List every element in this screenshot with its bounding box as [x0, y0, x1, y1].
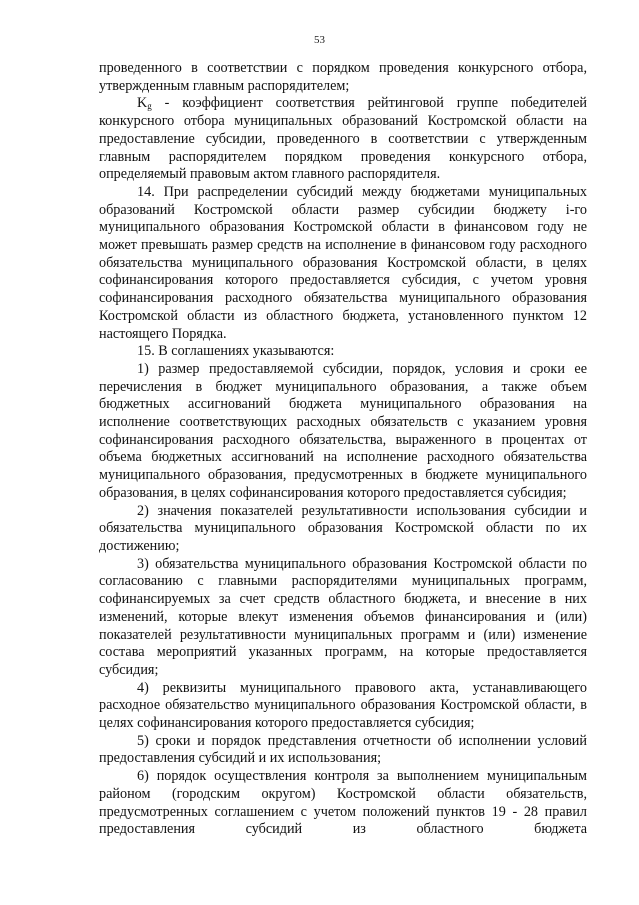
paragraph [99, 733, 587, 768]
paragraph [99, 95, 587, 184]
paragraph [99, 343, 587, 361]
paragraph [99, 768, 587, 839]
paragraph-text: 3) обязательства муниципального образования Костромской области по согласованию с главными распорядителями муниципальных программ, софинансируемых за счет средств областного бюджета, и внесение в них изменений, которые влекут изменения объемов финансирования и (или) показателей результативности муниципальных программ и (или) изменение состава мероприятий указанных программ, на которые предоставляется субсидия; [99, 555, 587, 678]
paragraph [99, 556, 587, 680]
paragraph-text: 4) реквизиты муниципального правового акта, устанавливающего расходное обязательство муниципального образования Костромской области, в целях софинансирования которого предоставляется субсидия; [99, 679, 587, 732]
paragraph-text: 15. В соглашениях указываются: [137, 343, 335, 360]
paragraph-text: 2) значения показателей результативности использования субсидии и обязательства муниципального образования Костромской области по их достижению; [99, 502, 587, 554]
paragraph [99, 361, 587, 503]
paragraph-text: 14. При распределении субсидий между бюджетами муниципальных образований Костромской области размер субсидии бюджету i-го муниципального образования Костромской области в финансовом году не может превышать размер средств на исполнение в финансовом году расходного обязательства муниципального образования Костромской области, в целях софинансирования которого предоставляется субсидия, с учетом уровня софинансирования расходного обязательства муниципального образования Костромской области из областного бюджета, установленного пунктом 12 настоящего Порядка. [99, 183, 587, 342]
document-body [99, 60, 587, 839]
paragraph [99, 60, 587, 95]
page-number: 53 [314, 34, 325, 46]
paragraph-text: - коэффициент соответствия рейтинговой группе победителей конкурсного отбора муниципальных образований Костромской области на предоставление субсидии, проведенного в соответствии с утвержденным главным распорядителем порядком проведения конкурсного отбора, определяемый правовым актом главного распорядителя. [99, 95, 587, 183]
coefficient-symbol: $K_g$ [137, 95, 152, 112]
paragraph-text: 5) сроки и порядок представления отчетности об исполнении условий предоставления субсидий и их использования; [99, 732, 587, 767]
paragraph-text: 1) размер предоставляемой субсидии, порядок, условия и сроки ее перечисления в бюджет муниципального образования, а также объем бюджетных ассигнований бюджета муниципального образования на исполнение соответствующих расходных обязательств с указанием уровня софинансирования расходного обязательства, выраженного в процентах от объема бюджетных ассигнований на исполнение расходного обязательства муниципального образования, предусмотренных в бюджете муниципального образования, в целях софинансирования которого предоставляется субсидия; [99, 360, 587, 501]
paragraph [99, 680, 587, 733]
paragraph [99, 503, 587, 556]
paragraph-text: проведенного в соответствии с порядком проведения конкурсного отбора, утвержденным главным распорядителем; [99, 60, 587, 94]
coefficient-subscript: g [147, 101, 152, 112]
paragraph-text: 6) порядок осуществления контроля за выполнением муниципальным районом (городским округом) Костромской области обязательств, предусмотренных соглашением с учетом положений пунктов 19 - 28 правил предоставления субсидий из областного бюджета [99, 768, 587, 838]
paragraph [99, 184, 587, 343]
